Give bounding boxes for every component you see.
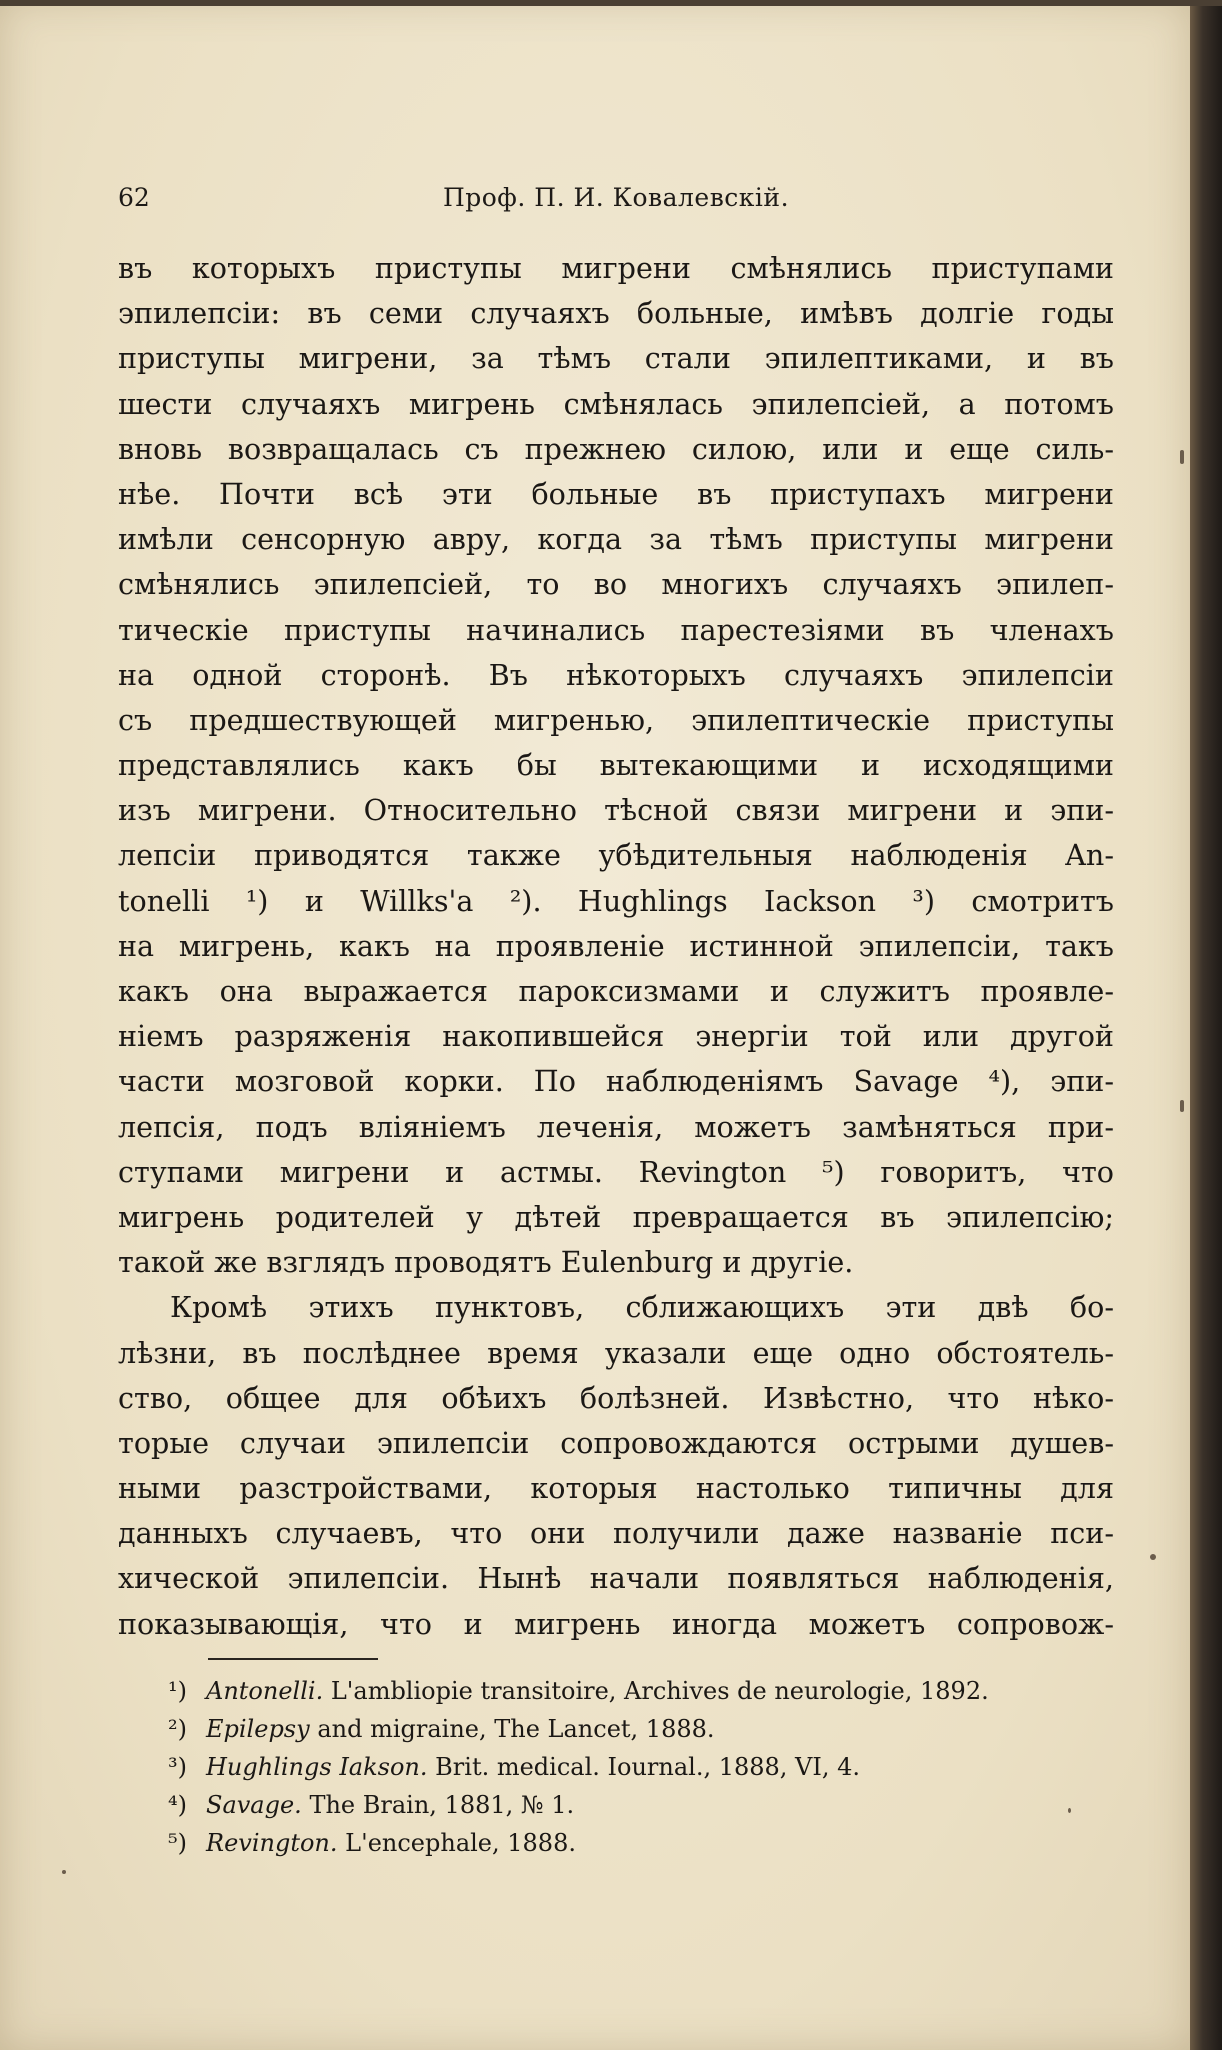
text-line: вновь возвращалась съ прежнею силою, или и еще силь- [118, 431, 1114, 466]
footnote-mark: ¹) [168, 1677, 187, 1705]
text-line: нѣе. Почти всѣ эти больные въ приступахъ мигрени [118, 476, 1114, 511]
text-line: ство, общее для обѣихъ болѣзней. Извѣстно, что нѣко- [118, 1380, 1114, 1415]
page-number: 62 [118, 183, 150, 212]
footnote-author: Revington. [206, 1829, 338, 1857]
text-line: въ которыхъ приступы мигрени смѣнялись приступами [118, 251, 1114, 285]
text-line: съ предшествующей мигренью, эпилептическіе приступы [118, 702, 1114, 737]
footnote-text: Brit. medical. Iournal., 1888, VI, 4. [435, 1753, 861, 1781]
footnote-divider [208, 1658, 378, 1660]
footnote-author: Hughlings Iakson. [206, 1753, 428, 1781]
paper-speck [1068, 1808, 1071, 1813]
book-spine-edge [1190, 0, 1222, 2050]
paper-speck [1150, 1554, 1156, 1560]
paper-speck [62, 1870, 66, 1874]
text-line: ступами мигрени и астмы. Revington ⁵) говоритъ, что [118, 1154, 1114, 1189]
footnote-text: The Brain, 1881, № 1. [309, 1791, 575, 1819]
footnote-author: Epilepsy [206, 1715, 310, 1743]
text-line: лепсіи приводятся также убѣдительныя наблюденія An- [118, 838, 1114, 873]
text-line: торые случаи эпилепсіи сопровождаются острыми душев- [118, 1425, 1114, 1460]
footnote-text: L'encephale, 1888. [345, 1829, 576, 1857]
text-line: части мозговой корки. По наблюденіямъ Savage ⁴), эпи- [118, 1064, 1114, 1099]
text-line: приступы мигрени, за тѣмъ стали эпилептиками, и въ [118, 341, 1114, 376]
text-line: лепсія, подъ вліяніемъ леченія, можетъ замѣняться при- [118, 1109, 1114, 1144]
footnote [168, 1710, 1108, 1748]
text-line: ніемъ разряженія накопившейся энергіи той или другой [118, 1019, 1114, 1054]
footnote [168, 1786, 1108, 1824]
text-line: на мигрень, какъ на проявленіе истинной эпилепсіи, такъ [118, 928, 1114, 963]
footnote-mark: ⁵) [168, 1829, 187, 1857]
text-line: Кромѣ этихъ пунктовъ, сближающихъ эти двѣ бо- [170, 1290, 1114, 1325]
text-line: ными разстройствами, которыя настолько типичны для [118, 1471, 1114, 1506]
footnote [168, 1748, 1108, 1786]
footnote-mark: ²) [168, 1715, 187, 1743]
text-line: мигрень родителей у дѣтей превращается въ эпилепсію; [118, 1199, 1114, 1234]
paper-speck [1180, 1100, 1184, 1112]
page-top-edge [0, 0, 1222, 6]
text-line: шести случаяхъ мигрень смѣнялась эпилепсіей, а потомъ [118, 386, 1114, 421]
footnote-author: Savage. [206, 1791, 302, 1819]
footnote [168, 1824, 1108, 1862]
text-line: лѣзни, въ послѣднее время указали еще одно обстоятель- [118, 1335, 1114, 1370]
text-line: эпилепсіи: въ семи случаяхъ больные, имѣвъ долгіе годы [118, 296, 1114, 331]
footnote [168, 1672, 1108, 1710]
text-line: имѣли сенсорную авру, когда за тѣмъ приступы мигрени [118, 522, 1114, 557]
page-header [118, 183, 1114, 223]
text-line: какъ она выражается пароксизмами и служитъ проявле- [118, 974, 1114, 1008]
text-line: изъ мигрени. Относительно тѣсной связи мигрени и эпи- [118, 793, 1114, 828]
body-text [118, 246, 1114, 1647]
text-line: на одной сторонѣ. Въ нѣкоторыхъ случаяхъ эпилепсіи [118, 657, 1114, 692]
paper-speck [1180, 450, 1184, 464]
text-line: тическіе приступы начинались парестезіями въ членахъ [118, 612, 1114, 647]
footnotes [168, 1672, 1108, 1862]
footnote-text: L'ambliopie transitoire, Archives de neurologie, 1892. [330, 1677, 989, 1705]
text-line: данныхъ случаевъ, что они получили даже названіе пси- [118, 1516, 1114, 1551]
footnote-mark: ⁴) [168, 1791, 187, 1819]
footnote-mark: ³) [168, 1753, 187, 1781]
running-head: Проф. П. И. Ковалевскій. [442, 183, 790, 212]
text-line: tonelli ¹) и Willks'a ²). Hughlings Iackson ³) смотритъ [118, 883, 1114, 918]
footnote-author: Antonelli. [206, 1677, 324, 1705]
text-line: представлялись какъ бы вытекающими и исходящими [118, 748, 1114, 783]
text-line: смѣнялись эпилепсіей, то во многихъ случаяхъ эпилеп- [118, 567, 1114, 602]
text-line: такой же взглядъ проводятъ Eulenburg и другіе. [118, 1245, 854, 1280]
footnote-text: and migraine, The Lancet, 1888. [317, 1715, 715, 1743]
text-line: хической эпилепсіи. Нынѣ начали появляться наблюденія, [118, 1561, 1114, 1596]
text-line: показывающія, что и мигрень иногда можетъ сопровож- [118, 1606, 1114, 1641]
